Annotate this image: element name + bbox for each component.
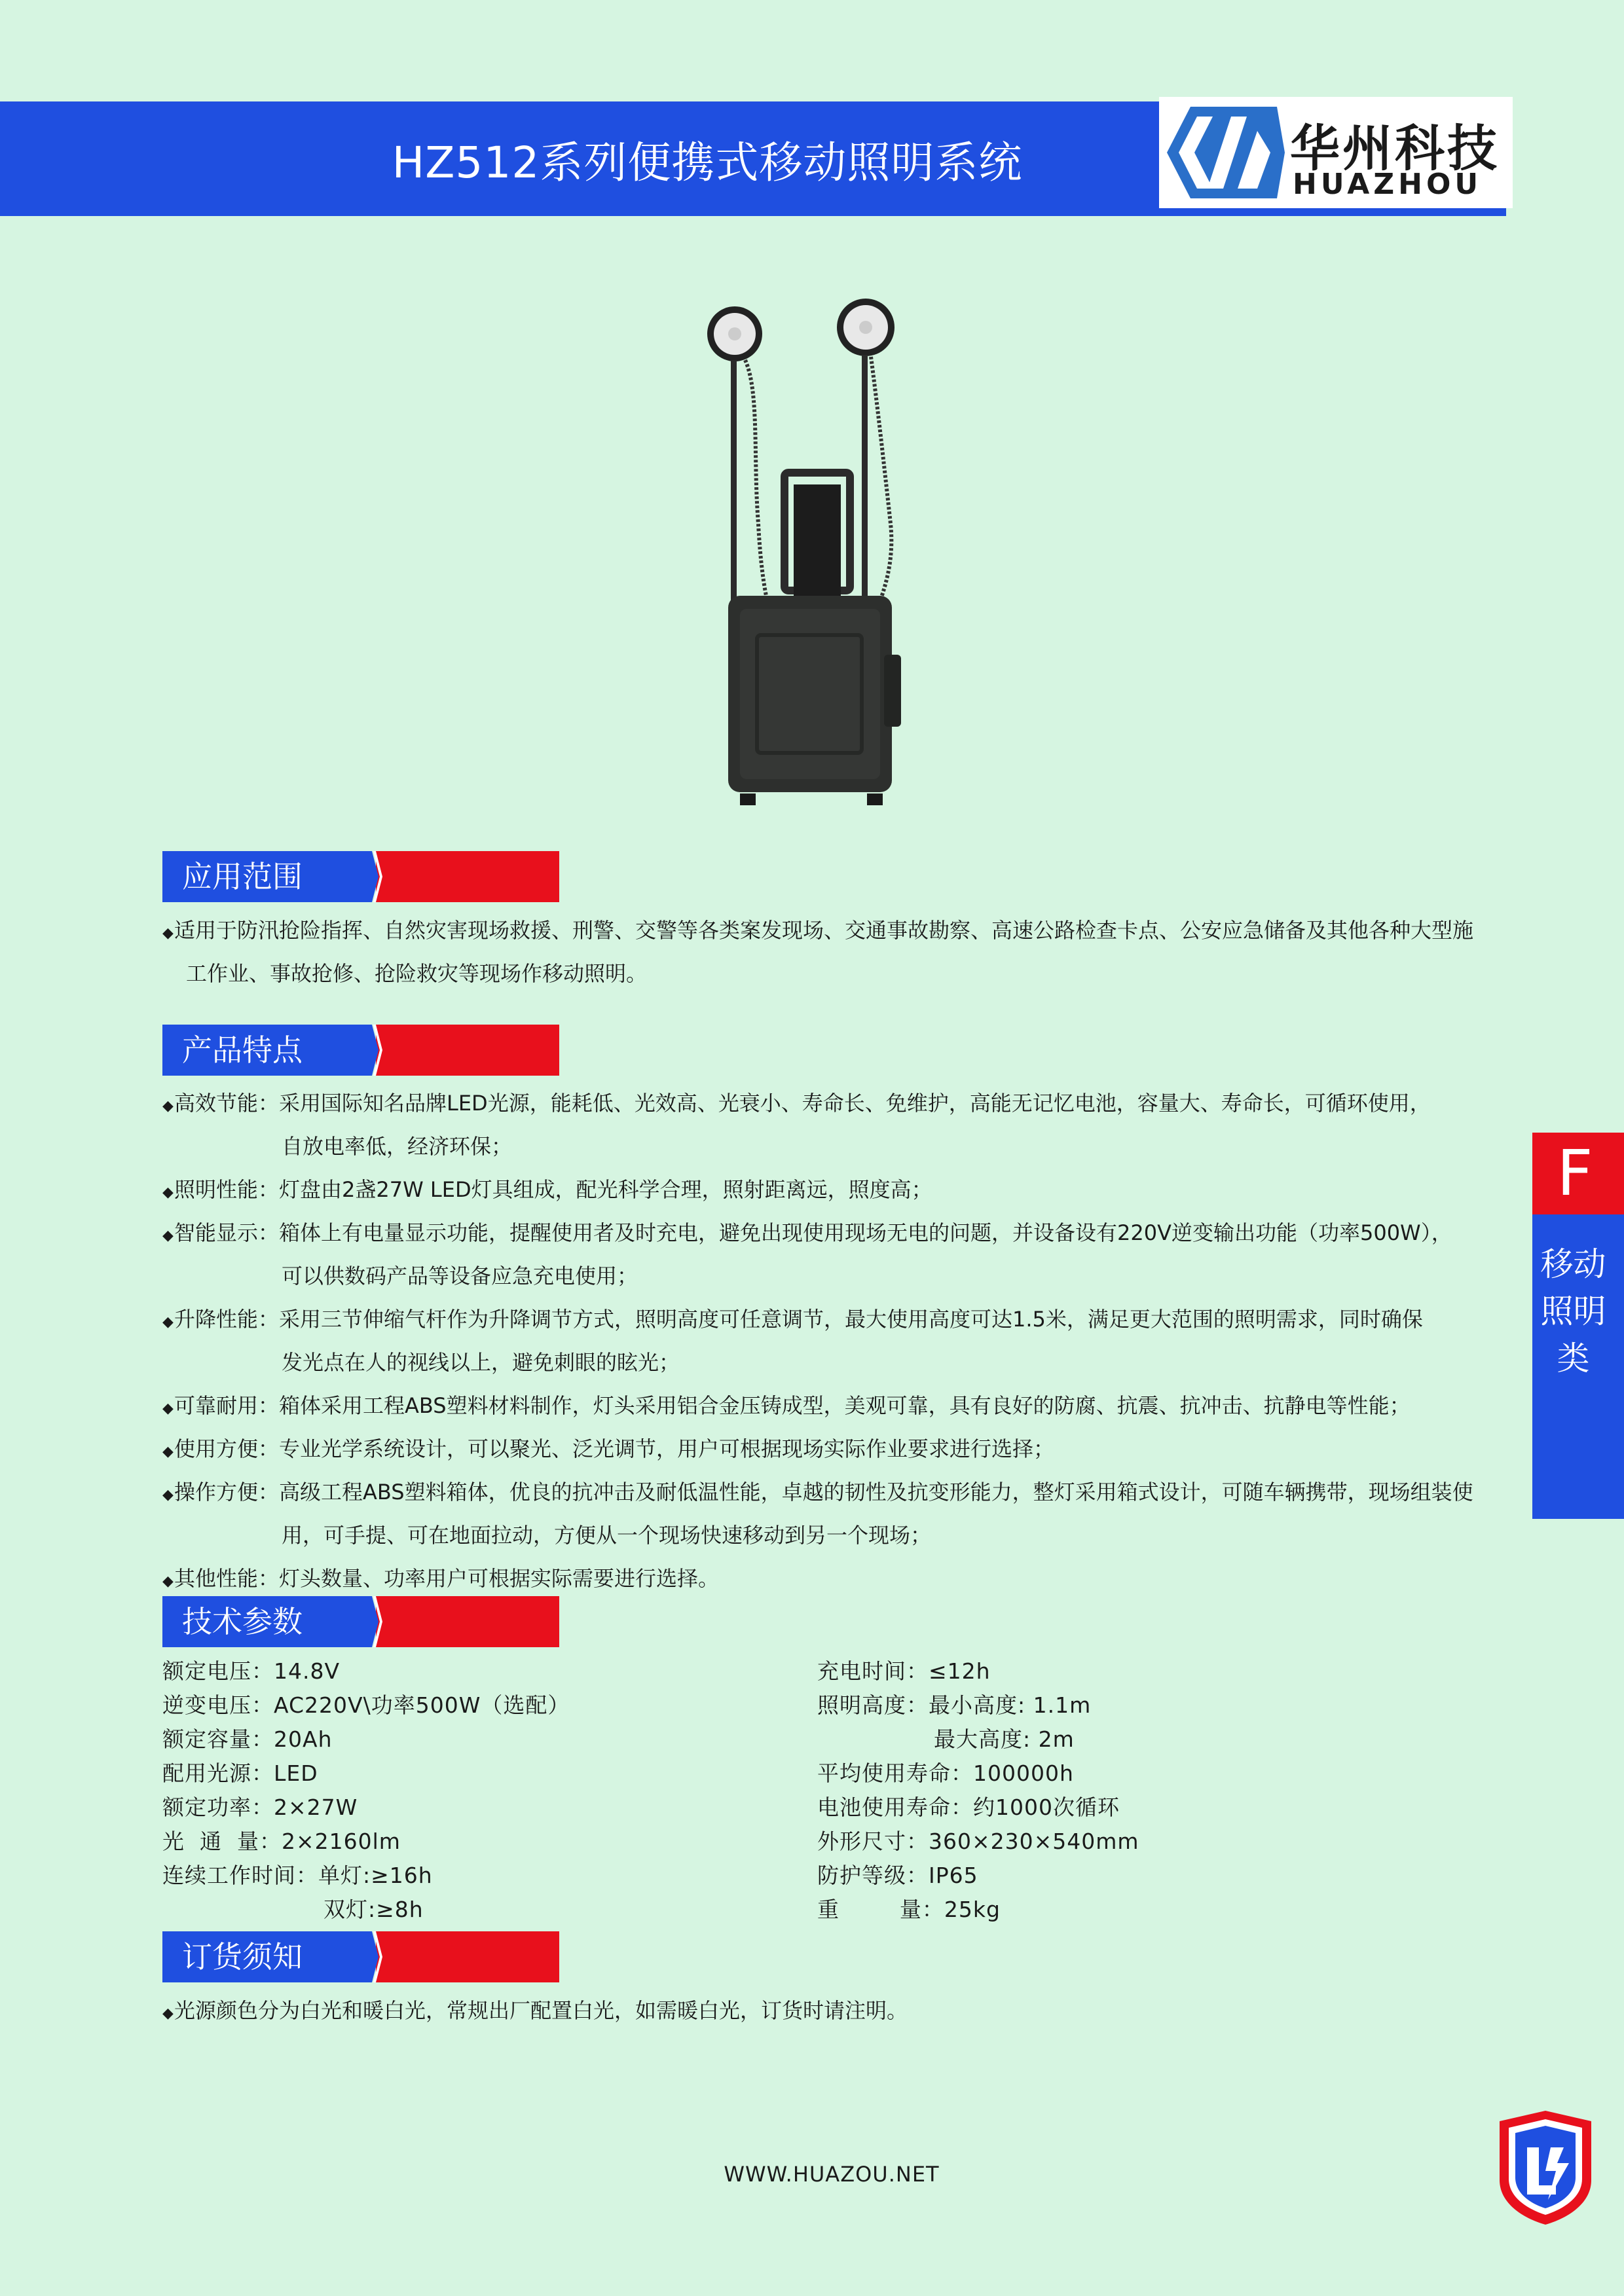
footer-website: WWW.HUAZOU.NET <box>724 2162 940 2187</box>
bullet-icon: ◆ <box>162 1228 174 1244</box>
feature-item-continuation: 可以供数码产品等设备应急充电使用； <box>282 1264 638 1288</box>
spec-protection-rating: 防护等级：IP65 <box>817 1863 978 1888</box>
spec-working-time-dual: 双灯:≥8h <box>323 1897 424 1922</box>
spec-dimensions: 外形尺寸：360×230×540mm <box>817 1829 1139 1854</box>
section-header-specs <box>162 1596 559 1647</box>
spec-light-height: 照明高度：最小高度: 1.1m <box>817 1692 1092 1718</box>
section-title: 产品特点 <box>182 1032 303 1068</box>
huazhou-logo-mark-icon <box>1159 97 1290 208</box>
feature-item: ◆智能显示：箱体上有电量显示功能，提醒使用者及时充电，避免出现使用现场无电的问题，并设备设有220V逆变输出功能（功率500W）， <box>162 1211 1505 1258</box>
spec-rated-power: 额定功率：2×27W <box>162 1795 358 1820</box>
bullet-icon: ◆ <box>162 1487 174 1503</box>
spec-weight: 重 量：25kg <box>817 1897 1001 1922</box>
page-title: HZ512系列便携式移动照明系统 <box>392 137 1023 188</box>
spec-rated-voltage: 额定电压：14.8V <box>162 1658 341 1684</box>
shield-badge-icon <box>1493 2108 1598 2226</box>
spec-lamp-life: 平均使用寿命：100000h <box>817 1760 1074 1786</box>
section-header-application <box>162 851 559 902</box>
order-note: ◆光源颜色分为白光和暖白光，常规出厂配置白光，如需暖白光，订货时请注明。 <box>162 1989 1505 2035</box>
bullet-icon: ◆ <box>162 1400 174 1417</box>
feature-item: ◆其他性能：灯头数量、功率用户可根据实际需要进行选择。 <box>162 1557 1505 1603</box>
feature-item: ◆可靠耐用：箱体采用工程ABS塑料材料制作，灯头采用铝合金压铸成型，美观可靠，具有良好的防腐、抗震、抗冲击、抗静电等性能； <box>162 1384 1505 1430</box>
logo-english-name: HUAZHOU <box>1293 168 1483 201</box>
company-logo <box>1159 97 1513 208</box>
bullet-icon: ◆ <box>162 2005 174 2022</box>
spec-rated-capacity: 额定容量：20Ah <box>162 1726 333 1752</box>
section-header-features <box>162 1025 559 1076</box>
bullet-icon: ◆ <box>162 1573 174 1590</box>
spec-light-height-max: 最大高度: 2m <box>934 1726 1075 1752</box>
spec-inverter-voltage: 逆变电压：AC220V\功率500W（选配） <box>162 1692 570 1718</box>
section-header-order <box>162 1931 559 1982</box>
spec-battery-life: 电池使用寿命：约1000次循环 <box>817 1795 1120 1820</box>
logo-chinese-name: 华州科技 <box>1290 119 1500 177</box>
application-line-1: ◆适用于防汛抢险指挥、自然灾害现场救援、刑警、交警等各类案发现场、交通事故勘察、高速公路检查卡点、公安应急储备及其他各种大型施 <box>162 909 1505 955</box>
section-title: 技术参数 <box>182 1604 303 1639</box>
section-title: 应用范围 <box>182 859 303 894</box>
feature-item-continuation: 用，可手提、可在地面拉动，方便从一个现场快速移动到另一个现场； <box>282 1523 932 1548</box>
spec-light-source: 配用光源：LED <box>162 1760 318 1786</box>
category-tab-letter: F <box>1557 1137 1593 1210</box>
product-photo <box>694 288 943 812</box>
application-line-2: 工作业、事故抢修、抢险救灾等现场作移动照明。 <box>186 961 648 986</box>
feature-item: ◆使用方便：专业光学系统设计，可以聚光、泛光调节，用户可根据现场实际作业要求进行选择； <box>162 1427 1505 1474</box>
feature-item: ◆高效节能：采用国际知名品牌LED光源，能耗低、光效高、光衰小、寿命长、免维护，高能无记忆电池，容量大、寿命长，可循环使用， <box>162 1082 1505 1128</box>
section-title: 订货须知 <box>182 1939 303 1975</box>
spec-luminous-flux: 光 通 量：2×2160lm <box>162 1829 401 1854</box>
spec-working-time: 连续工作时间：单灯:≥16h <box>162 1863 433 1888</box>
bullet-icon: ◆ <box>162 925 174 941</box>
bullet-icon: ◆ <box>162 1444 174 1460</box>
feature-item: ◆照明性能：灯盘由2盏27W LED灯具组成，配光科学合理，照射距离远，照度高； <box>162 1168 1505 1214</box>
bullet-icon: ◆ <box>162 1098 174 1114</box>
category-tab-label: 移动照明类 <box>1540 1245 1606 1377</box>
bullet-icon: ◆ <box>162 1314 174 1330</box>
feature-item-continuation: 发光点在人的视线以上，避免刺眼的眩光； <box>282 1350 680 1375</box>
feature-item: ◆操作方便：高级工程ABS塑料箱体，优良的抗冲击及耐低温性能，卓越的韧性及抗变形能力，整灯采用箱式设计，可随车辆携带，现场组装使 <box>162 1470 1505 1517</box>
feature-item: ◆升降性能：采用三节伸缩气杆作为升降调节方式，照明高度可任意调节，最大使用高度可达1.5米，满足更大范围的照明需求，同时确保 <box>162 1298 1505 1344</box>
feature-item-continuation: 自放电率低，经济环保； <box>282 1134 513 1159</box>
bullet-icon: ◆ <box>162 1184 174 1201</box>
spec-charge-time: 充电时间：≤12h <box>817 1658 991 1684</box>
